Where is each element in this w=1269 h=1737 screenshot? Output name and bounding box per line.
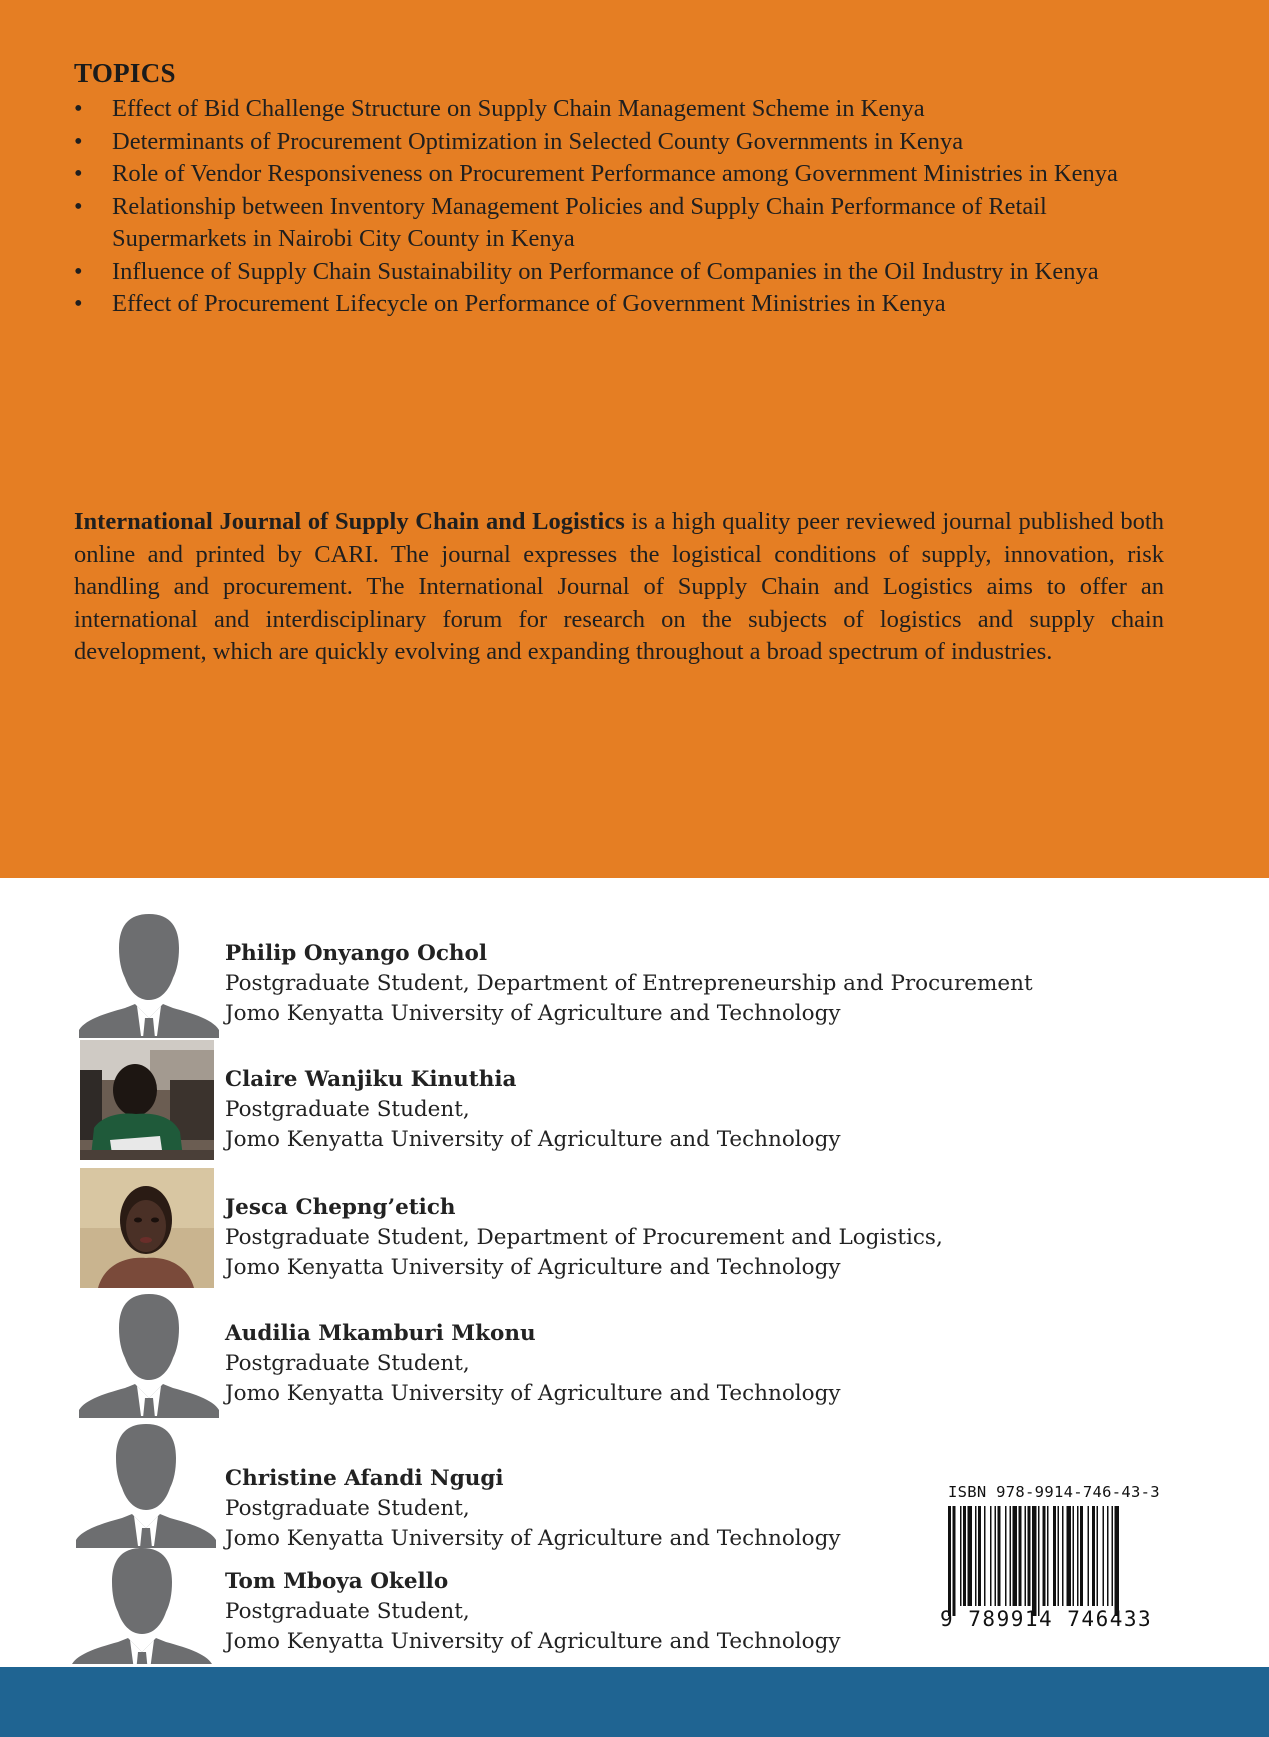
barcode-bar <box>1032 1506 1037 1616</box>
barcode-bar <box>1092 1506 1095 1606</box>
barcode-bar <box>995 1506 997 1606</box>
author-entry <box>0 1168 1269 1288</box>
author-name: Audilia Mkamburi Mkonu <box>225 1321 536 1346</box>
author-institution: Jomo Kenyatta University of Agriculture and Technology <box>225 1526 841 1551</box>
barcode-bar <box>1043 1506 1046 1606</box>
author-position: Postgraduate Student, Department of Entrepreneurship and Procurement <box>225 971 1033 996</box>
topic-item: • Determinants of Procurement Optimization in Selected County Governments in Kenya <box>74 126 1174 159</box>
barcode-bar <box>960 1506 962 1606</box>
barcode-bar <box>978 1506 981 1606</box>
journal-name: International Journal of Supply Chain and Logistics <box>74 508 625 535</box>
topics-list <box>74 93 1174 321</box>
barcode-bar <box>998 1506 1001 1606</box>
barcode-bar <box>1019 1506 1022 1606</box>
author-position: Postgraduate Student, <box>225 1496 470 1521</box>
topic-item: • Relationship between Inventory Management Policies and Supply Chain Performance of Retail Supermarkets in Nairobi City County in Kenya <box>74 191 1174 256</box>
author-photo <box>80 1168 214 1288</box>
author-name: Christine Afandi Ngugi <box>225 1466 504 1491</box>
barcode-bar <box>1103 1506 1105 1606</box>
barcode-bar <box>968 1506 973 1606</box>
barcode-bar <box>1115 1506 1120 1616</box>
author-name: Claire Wanjiku Kinuthia <box>225 1067 517 1092</box>
author-entry <box>0 1040 1269 1160</box>
barcode-bar <box>1073 1506 1075 1606</box>
author-institution: Jomo Kenyatta University of Agriculture and Technology <box>225 1255 841 1280</box>
barcode-bar <box>1097 1506 1099 1606</box>
footer-bar <box>0 1667 1269 1737</box>
isbn-barcode <box>940 1480 1170 1660</box>
topic-item: • Effect of Procurement Lifecycle on Performance of Government Ministries in Kenya <box>74 288 1174 321</box>
topic-item: • Role of Vendor Responsiveness on Procurement Performance among Government Ministries in Kenya <box>74 158 1174 191</box>
silhouette-icon <box>79 1294 219 1418</box>
barcode-bar <box>1080 1506 1083 1606</box>
barcode-bar <box>1107 1506 1109 1606</box>
author-name: Philip Onyango Ochol <box>225 941 488 966</box>
barcode-bar <box>963 1506 966 1606</box>
barcode-bar <box>1047 1506 1049 1606</box>
author-position: Postgraduate Student, Department of Procurement and Logistics, <box>225 1225 943 1250</box>
author-name: Tom Mboya Okello <box>225 1569 449 1594</box>
barcode-bar <box>990 1506 992 1606</box>
author-photo <box>80 1040 214 1160</box>
barcode-bar <box>953 1506 956 1616</box>
author-position: Postgraduate Student, <box>225 1599 470 1624</box>
journal-description <box>74 506 1164 669</box>
barcode-bar <box>1053 1506 1056 1606</box>
topic-item: • Influence of Supply Chain Sustainability on Performance of Companies in the Oil Industry in Kenya <box>74 256 1174 289</box>
barcode-bar <box>1013 1506 1018 1606</box>
author-institution: Jomo Kenyatta University of Agriculture and Technology <box>225 1001 841 1026</box>
barcode-bar <box>1038 1506 1040 1616</box>
barcode-bar <box>1112 1506 1114 1606</box>
barcode-bar <box>1088 1506 1090 1606</box>
author-institution: Jomo Kenyatta University of Agriculture and Technology <box>225 1381 841 1406</box>
isbn-label: ISBN 978-9914-746-43-3 <box>948 1483 1160 1501</box>
author-position: Postgraduate Student, <box>225 1351 470 1376</box>
barcode-bar <box>1005 1506 1007 1606</box>
author-position: Postgraduate Student, <box>225 1097 470 1122</box>
barcode-bar <box>1077 1506 1079 1606</box>
barcode-bar <box>1067 1506 1072 1606</box>
barcode-bar <box>948 1506 951 1616</box>
author-institution: Jomo Kenyatta University of Agriculture and Technology <box>225 1127 841 1152</box>
author-name: Jesca Chepng’etich <box>225 1195 456 1220</box>
topic-item: • Effect of Bid Challenge Structure on Supply Chain Management Scheme in Kenya <box>74 93 1174 126</box>
barcode-number: 9 789914 746433 <box>940 1607 1153 1631</box>
barcode-bar <box>1028 1506 1031 1606</box>
author-institution: Jomo Kenyatta University of Agriculture and Technology <box>225 1629 841 1654</box>
barcode-icon <box>948 1506 1166 1616</box>
barcode-bar <box>975 1506 977 1606</box>
barcode-bar <box>1025 1506 1027 1606</box>
author-entry <box>0 1294 1269 1414</box>
barcode-bar <box>1010 1506 1012 1606</box>
barcode-bar <box>1058 1506 1060 1606</box>
silhouette-icon <box>76 1424 216 1548</box>
barcode-bar <box>1062 1506 1064 1606</box>
silhouette-icon <box>79 914 219 1038</box>
topics-heading: TOPICS <box>74 58 176 88</box>
silhouette-icon <box>72 1548 212 1664</box>
journal-description-body: is a high quality peer reviewed journal published both online and printed by CARI. The journal expresses the logistical conditions of supply, innovation, risk handling and procurement. The International Journal of Supply Chain and Logistics aims to offer an international and interdisciplinary forum for research on the subjects of logistics and supply chain development, which are quickly evolving and expanding throughout a broad spectrum of industries. <box>74 508 1164 665</box>
author-entry <box>0 914 1269 1034</box>
barcode-bar <box>984 1506 986 1606</box>
